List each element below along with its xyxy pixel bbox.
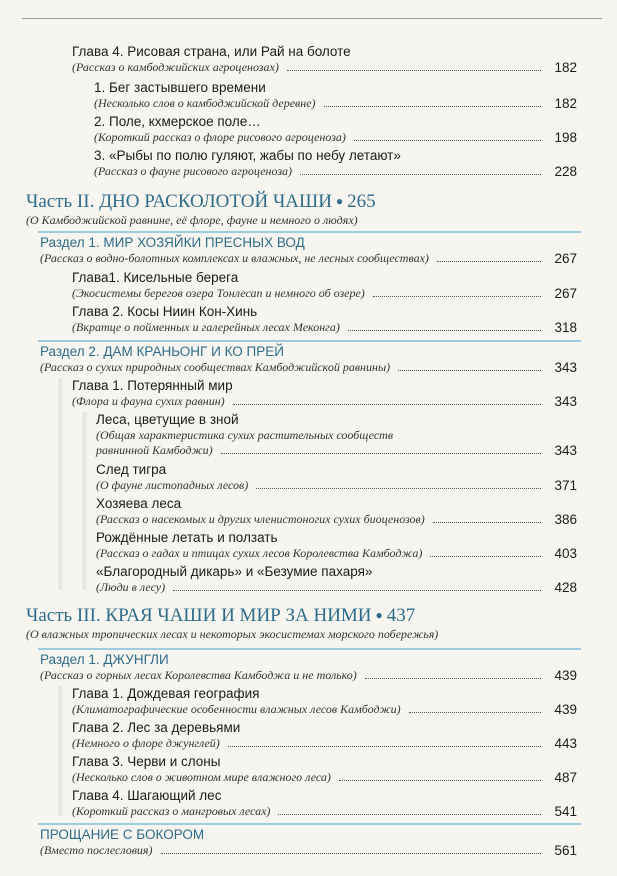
leader-dots (339, 780, 541, 781)
leader-dots (256, 488, 541, 489)
entry-subtitle: (Экосистемы берегов озера Тонлесап и немного об озере) (72, 286, 365, 300)
toc-entry[interactable] (94, 114, 577, 145)
leader-dots (287, 70, 541, 71)
page-number: 541 (554, 804, 577, 819)
page-number: 343 (554, 394, 577, 409)
section-rule (38, 231, 581, 233)
entry-subtitle: (Рассказ о фауне рисового агроценоза) (94, 164, 293, 178)
leader-dots (233, 404, 541, 405)
entry-subtitle: (Короткий рассказ о мангровых лесах) (72, 804, 271, 818)
entry-title: 3. «Рыбы по полю гуляют, жабы по небу летают» (94, 148, 401, 163)
leader-dots (365, 678, 541, 679)
section-jungle-entry[interactable] (40, 652, 577, 683)
page-number: 428 (554, 580, 577, 595)
part-title: Часть III. КРАЯ ЧАШИ И МИР ЗА НИМИ (26, 605, 372, 626)
section-title: Раздел 1. МИР ХОЗЯЙКИ ПРЕСНЫХ ВОД (40, 235, 305, 250)
leader-dots (430, 556, 541, 557)
toc-entry[interactable] (72, 720, 577, 751)
section-title: Раздел 2. ДАМ КРАНЬОНГ И КО ПРЕЙ (40, 344, 284, 359)
entry-title: Рождённые летать и ползать (96, 530, 278, 545)
section-subtitle: (Вместо послесловия) (40, 843, 153, 857)
sidebar-shade (82, 412, 87, 590)
sidebar-shade (58, 378, 63, 590)
page-number: 403 (554, 546, 577, 561)
page-number: 182 (554, 60, 577, 75)
entry-title: Глава 4. Шагающий лес (72, 788, 222, 803)
page-number: 318 (554, 320, 577, 335)
leader-dots (324, 106, 541, 107)
section-subtitle: (Рассказ о сухих природных сообществах Камбоджийской равнины) (40, 360, 391, 374)
part-page: 437 (386, 605, 416, 626)
toc-entry-chapter4[interactable] (72, 44, 577, 75)
entry-subtitle: (Флора и фауна сухих равнин) (72, 394, 225, 408)
page-number: 267 (554, 251, 577, 266)
sidebar-shade (58, 686, 63, 816)
toc-entry[interactable] (96, 530, 577, 561)
toc-entry[interactable] (72, 378, 577, 409)
page-number: 443 (554, 736, 577, 751)
entry-subtitle: (Люди в лесу) (96, 580, 166, 594)
entry-subtitle: (Общая характеристика сухих растительных сообществ (96, 428, 394, 442)
entry-title: Глава1. Кисельные берега (72, 270, 239, 285)
leader-dots (300, 174, 541, 175)
section-rule (38, 648, 581, 650)
entry-subtitle: (Рассказ о камбоджийских агроценозах) (72, 60, 279, 74)
section-1-entry[interactable] (40, 235, 577, 266)
page-number: 182 (554, 96, 577, 111)
toc-entry[interactable] (72, 304, 577, 335)
section-subtitle: (Рассказ о водно-болотных комплексах и влажных, не лесных сообществах) (40, 251, 429, 265)
page-number: 343 (554, 443, 577, 458)
entry-subtitle-cont: равнинной Камбоджи) (96, 443, 213, 457)
section-subtitle: (Рассказ о горных лесах Королевства Камбоджа и не только) (40, 668, 357, 682)
toc-entry[interactable] (96, 564, 577, 595)
entry-subtitle: (Вкратце о пойменных и галерейных лесах Меконга) (72, 320, 340, 334)
part-subtitle: (О Камбоджийской равнине, её флоре, фауне и немного о людях) (26, 213, 358, 227)
entry-title: Глава 2. Лес за деревьями (72, 720, 241, 735)
page-number: 386 (554, 512, 577, 527)
entry-title: Леса, цветущие в зной (96, 412, 239, 427)
part-subtitle: (О влажных тропических лесах и некоторых экосистемах морского побережья) (26, 627, 439, 641)
leader-dots (173, 590, 541, 591)
entry-title: Глава 1. Дождевая география (72, 686, 260, 701)
section-title: Раздел 1. ДЖУНГЛИ (40, 652, 169, 667)
section-rule (38, 823, 581, 825)
entry-title: 1. Бег застывшего времени (94, 80, 266, 95)
leader-dots (348, 330, 541, 331)
entry-title: Глава 1. Потерянный мир (72, 378, 233, 393)
toc-entry[interactable] (94, 80, 577, 111)
toc-entry[interactable] (94, 148, 577, 179)
leader-dots (221, 453, 541, 454)
toc-entry[interactable] (96, 462, 577, 493)
entry-title: Глава 2. Косы Ниин Кон-Хинь (72, 304, 258, 319)
page-number: 228 (554, 164, 577, 179)
entry-subtitle: (Рассказ о гадах и птицах сухих лесов Королевства Камбоджа) (96, 546, 423, 560)
entry-title: «Благородный дикарь» и «Безумие пахаря» (96, 564, 373, 579)
farewell-entry[interactable] (40, 827, 577, 858)
entry-subtitle: (Немного о флоре джунглей) (72, 736, 220, 750)
page-number: 198 (554, 130, 577, 145)
page-number: 439 (554, 668, 577, 683)
page-number: 439 (554, 702, 577, 717)
entry-title: 2. Поле, кхмерское поле… (94, 114, 261, 129)
page-number: 561 (554, 843, 577, 858)
leader-dots (228, 746, 541, 747)
leader-dots (161, 853, 542, 854)
leader-dots (278, 814, 541, 815)
entry-title: Глава 3. Черви и слоны (72, 754, 221, 769)
leader-dots (437, 261, 541, 262)
entry-title: Хозяева леса (96, 496, 182, 511)
leader-dots (398, 370, 541, 371)
toc-entry[interactable] (72, 686, 577, 717)
part-page: 265 (347, 191, 376, 212)
leader-dots (373, 296, 541, 297)
section-2-entry[interactable] (40, 344, 577, 375)
header-rule (22, 18, 602, 19)
entry-title: Глава 4. Рисовая страна, или Рай на болоте (72, 44, 351, 59)
entry-subtitle: (Короткий рассказ о флоре рисового агроценоза) (94, 130, 346, 144)
entry-title: След тигра (96, 462, 167, 477)
section-title: ПРОЩАНИЕ С БОКОРОМ (40, 827, 205, 842)
leader-dots (409, 712, 541, 713)
bullet: ● (375, 608, 383, 622)
part-3-heading[interactable] (26, 604, 586, 642)
page-number: 343 (554, 360, 577, 375)
bullet: ● (335, 194, 344, 208)
entry-subtitle: (Несколько слов о животном мире влажного леса) (72, 770, 331, 784)
toc-entry[interactable] (72, 270, 577, 301)
toc-entry[interactable] (96, 496, 577, 527)
entry-subtitle: (Климатографические особенности влажных лесов Камбоджи) (72, 702, 401, 716)
page-number: 267 (554, 286, 577, 301)
leader-dots (354, 140, 541, 141)
toc-entry[interactable] (96, 412, 577, 458)
entry-subtitle: (Несколько слов о камбоджийской деревне) (94, 96, 316, 110)
toc-entry[interactable] (72, 788, 577, 819)
toc-entry[interactable] (72, 754, 577, 785)
part-title: Часть II. ДНО РАСКОЛОТОЙ ЧАШИ (26, 191, 332, 212)
entry-subtitle: (О фауне листопадных лесов) (96, 478, 249, 492)
page-number: 487 (554, 770, 577, 785)
entry-subtitle: (Рассказ о насекомых и других членистоногих сухих биоценозов) (96, 512, 425, 526)
part-2-heading[interactable] (26, 190, 586, 228)
page-number: 371 (554, 478, 577, 493)
section-rule (38, 340, 581, 342)
leader-dots (433, 522, 541, 523)
